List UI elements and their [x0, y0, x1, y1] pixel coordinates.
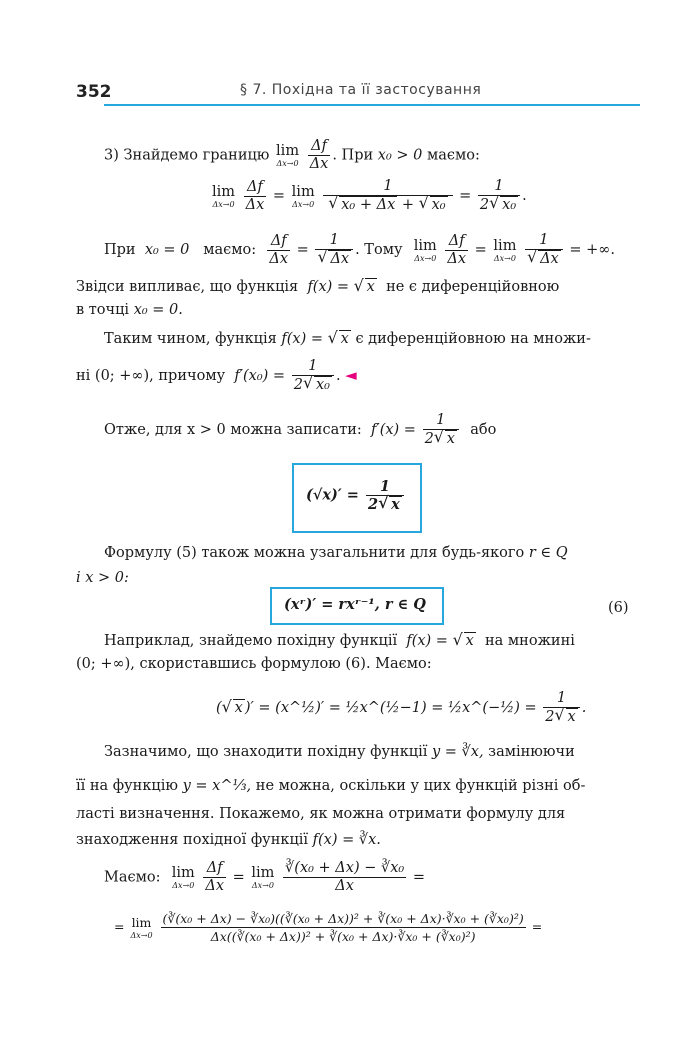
section-title: § 7. Похідна та її застосування — [240, 82, 482, 98]
paragraph-4: Таким чином, функція f(x) = √ x є диференційовною на множи- — [104, 330, 591, 347]
paragraph-8-line-2: її на функцію y = x^⅓, не можна, оскільки у цих функцій різні об- — [76, 778, 586, 794]
paragraph-3-line-2: в точці x₀ = 0. — [76, 302, 183, 318]
boxed-formula-sqrt: (√x)′ = $\frac{1}{2√ x}$ — [306, 478, 406, 513]
formula-1: lim Δx→0 $\frac{\Delta f}{\Delta x}$ = lim Δx→0 1 √ x₀ + Δx + √ x₀ = $\frac{1}{\text{2√ x₀}}$ . — [210, 178, 527, 214]
paragraph-5: Отже, для x > 0 можна записати: f′(x) = $\frac{1}{2√ x}$ або — [104, 412, 496, 448]
paragraph-8-line-4: знаходження похідної функції f(x) = ∛x. — [76, 832, 381, 848]
paragraph-8-line-3: ласті визначення. Покажемо, як можна отримати формулу для — [76, 806, 566, 822]
paragraph-7: Наприклад, знайдемо похідну функції f(x) = √ x на множині — [104, 632, 575, 649]
header-rule — [104, 104, 640, 106]
formula-long: = lim Δx→0 $\frac{\text{(∛(x₀ + Δx) − ∛x₀)((∛(x₀ + Δx))² + ∛(x₀ + Δx)·∛x₀ + (∛x₀)²)}}{\text{Δx((∛(x₀ + Δx))² + ∛(x₀ + Δx)·∛x₀ + (∛x₀)²)}}$ = — [114, 911, 543, 944]
end-of-proof-marker: ◄ — [345, 366, 357, 384]
paragraph-9: Маємо: lim Δx→0 $\frac{\Delta f}{\Delta x}$ = lim Δx→0 $\frac{\text{∛(x₀ + Δx) − ∛x₀}}{\Delta x}$ = — [104, 860, 425, 894]
paragraph-4-line-2: ні (0; +∞), причому f′(x₀) = $\frac{1}{\text{2√ x₀}}$ . ◄ — [76, 358, 357, 394]
paragraph-1: 3) Знайдемо границю lim Δx→0 $\frac{\Delta f}{\Delta x}$ . При x₀ > 0 маємо: — [104, 138, 480, 172]
boxed-formula-power: (xʳ)′ = rxʳ⁻¹, r ∈ Q — [284, 596, 426, 613]
paragraph-6-line-2: і x > 0: — [76, 570, 129, 586]
paragraph-2: При x₀ = 0 маємо: $\frac{\Delta f}{\Delta x}$ = 1 √ Δx . Тому lim Δx→0 $\frac{\Delta f}{\Delta x}$ = lim Δx→0 1 √ Δx = +∞. — [104, 232, 615, 268]
paragraph-8: Зазначимо, що знаходити похідну функції y = ∛x, замінюючи — [104, 744, 575, 760]
paragraph-6: Формулу (5) також можна узагальнити для будь-якого r ∈ Q — [104, 545, 568, 561]
equation-number-6: (6) — [608, 600, 629, 616]
paragraph-7-line-2: (0; +∞), скориставшись формулою (6). Маємо: — [76, 656, 432, 672]
formula-chain: (√ x )′ = (x^½)′ = ½x^(½−1) = ½x^(−½) = $\frac{1}{2√ x}$ . — [216, 690, 586, 726]
page-number: 352 — [76, 82, 112, 102]
paragraph-3: Звідси випливає, що функція f(x) = √ x не є диференційовною — [76, 278, 559, 295]
